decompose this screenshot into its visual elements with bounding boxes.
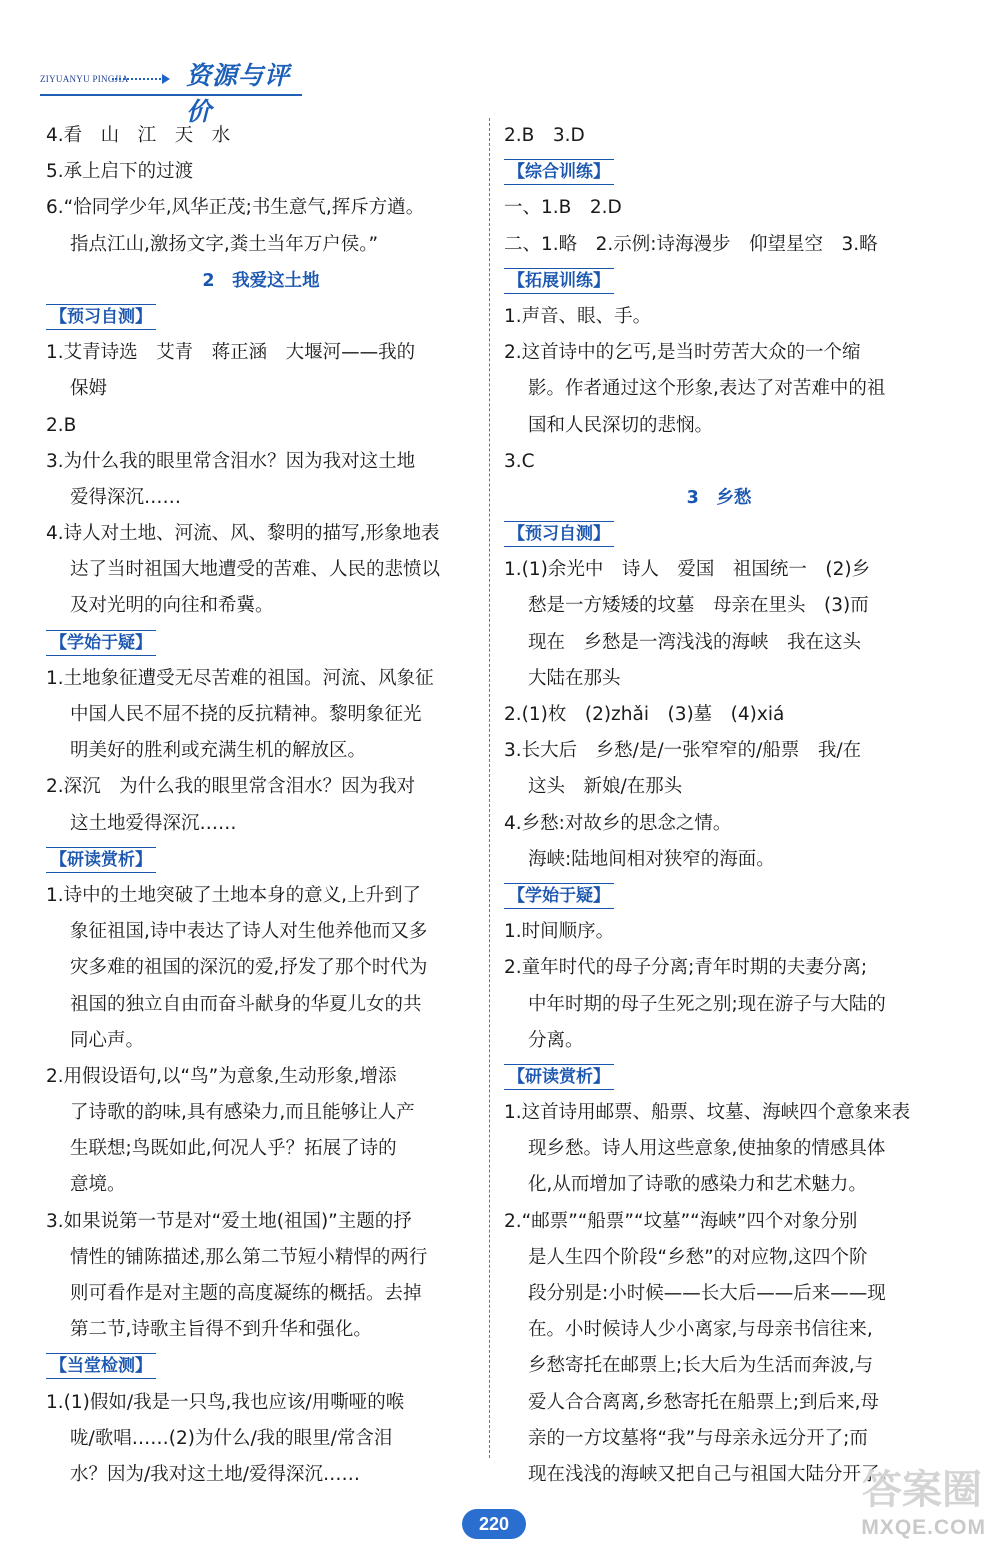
answer-line: 现在 乡愁是一湾浅浅的海峡 我在这头 — [528, 631, 862, 653]
answer-line: 祖国的独立自由而奋斗献身的华夏儿女的共 — [70, 993, 422, 1015]
section-tag: 【 当堂检测 】 — [46, 1353, 156, 1379]
answer-line: 2.这首诗中的乞丐,是当时劳苦大众的一个缩 — [504, 342, 861, 364]
answer-line: 2.“邮票”“船票”“坟墓”“海峡”四个对象分别 — [504, 1210, 858, 1232]
header-title: 资源与评价 — [186, 61, 291, 126]
answer-line: 水？因为/我对这土地/爱得深沉…… — [70, 1463, 360, 1485]
answer-line: 3.C — [504, 450, 535, 472]
answer-line: 爱得深沉…… — [70, 486, 182, 508]
section-tag-row — [504, 263, 934, 299]
section-tag: 【 预习自测 】 — [504, 521, 614, 547]
column-divider — [489, 118, 490, 1458]
answer-line: 2.深沉 为什么我的眼里常含泪水？因为我对 — [46, 776, 416, 798]
answer-line: 1.这首诗用邮票、船票、坟墓、海峡四个意象来表 — [504, 1102, 911, 1124]
answer-line: 1.(1)余光中 诗人 爱国 祖国统一 (2)乡 — [504, 559, 871, 581]
answer-line: 现乡愁。诗人用这些意象,使抽象的情感具体 — [528, 1138, 886, 1160]
answer-line: 中年时期的母子生死之别;现在游子与大陆的 — [528, 993, 886, 1015]
answer-line: 海峡:陆地间相对狭窄的海面。 — [528, 848, 775, 870]
section-title: 3 乡愁 — [686, 487, 752, 508]
answer-line: 指点江山,激扬文字,粪土当年万户侯。” — [70, 233, 379, 255]
answer-line: 亲的一方坟墓将“我”与母亲永远分开了;而 — [528, 1427, 868, 1449]
answer-line: 象征祖国,诗中表达了诗人对生他养他而又多 — [70, 921, 428, 943]
answer-line: 5.承上启下的过渡 — [46, 161, 194, 183]
answer-line: 一、1.B 2.D — [504, 197, 622, 219]
section-tag: 【 拓展训练 】 — [504, 268, 614, 294]
answer-line: 化,从而增加了诗歌的感染力和艺术魅力。 — [528, 1174, 867, 1196]
answer-line: 是人生四个阶段“乡愁”的对应物,这四个阶 — [528, 1246, 868, 1268]
answer-line: 这头 新娘/在那头 — [528, 776, 683, 798]
section-tag: 【 学始于疑 】 — [504, 883, 614, 909]
answer-line: 二、1.略 2.示例:诗海漫步 仰望星空 3.略 — [504, 233, 878, 255]
answer-line: 1.(1)假如/我是一只鸟,我也应该/用嘶哑的喉 — [46, 1391, 405, 1413]
answer-line: 及对光明的向往和希冀。 — [70, 595, 274, 617]
answer-line: 了诗歌的韵味,具有感染力,而且能够让人产 — [70, 1102, 415, 1124]
answer-line: 情性的铺陈描述,那么第二节短小精悍的两行 — [70, 1246, 428, 1268]
answer-line: 4.诗人对土地、河流、风、黎明的描写,形象地表 — [46, 523, 440, 545]
watermark — [836, 1458, 986, 1544]
section-tag-row — [504, 154, 934, 190]
answer-line: 4.看 山 江 天 水 — [46, 125, 231, 146]
page-header — [40, 52, 302, 126]
answer-line: 影。作者通过这个形象,表达了对苦难中的祖 — [528, 378, 886, 400]
header-subtitle: ZIYUANYU PINGJIA — [40, 74, 129, 84]
answer-line: 2.童年时代的母子分离;青年时期的夫妻分离; — [504, 957, 868, 979]
answer-line: 在。小时候诗人少小离家,与母亲书信往来, — [528, 1319, 873, 1341]
answer-line: 1.诗中的土地突破了土地本身的意义,上升到了 — [46, 884, 422, 906]
answer-line: 3.长大后 乡愁/是/一张窄窄的/船票 我/在 — [504, 740, 862, 762]
section-tag-row — [504, 1059, 934, 1095]
answer-line: 意境。 — [70, 1174, 126, 1196]
answer-line: 现在浅浅的海峡又把自己与祖国大陆分开了。 — [528, 1463, 899, 1485]
answer-line: 生联想;鸟既如此,何况人乎？拓展了诗的 — [70, 1138, 397, 1160]
page-number: 220 — [462, 1509, 526, 1539]
section-tag: 【 研读赏析 】 — [504, 1064, 614, 1090]
watermark-url: MXQE.COM — [861, 1516, 986, 1539]
answer-line: 这土地爱得深沉…… — [70, 812, 237, 834]
answer-line: 大陆在那头 — [528, 667, 621, 689]
section-tag: 【 学始于疑 】 — [46, 630, 156, 656]
right-column — [504, 118, 934, 1493]
section-tag-row — [46, 1348, 476, 1384]
answer-line: 乡愁寄托在邮票上;长大后为生活而奔波,与 — [528, 1355, 874, 1377]
answer-line: 愁是一方矮矮的坟墓 母亲在里头 (3)而 — [528, 595, 869, 617]
answer-line: 保姆 — [70, 378, 108, 400]
header-rule — [40, 94, 302, 96]
answer-line: 灾多难的祖国的深沉的爱,抒发了那个时代为 — [70, 957, 428, 979]
left-column — [46, 118, 476, 1493]
answer-line: 中国人民不屈不挠的反抗精神。黎明象征光 — [70, 704, 422, 725]
section-tag: 【 综合训练 】 — [504, 159, 614, 185]
section-tag-row — [46, 842, 476, 878]
answer-line: 明美好的胜利或充满生机的解放区。 — [70, 740, 367, 762]
answer-line: 1.艾青诗选 艾青 蒋正涵 大堰河——我的 — [46, 342, 416, 364]
answer-line: 2.B — [46, 414, 77, 436]
answer-line: 2.B 3.D — [504, 125, 585, 146]
answer-line: 段分别是:小时候——长大后——后来——现 — [528, 1283, 886, 1304]
answer-line: 1.土地象征遭受无尽苦难的祖国。河流、风象征 — [46, 667, 434, 689]
section-tag: 【 研读赏析 】 — [46, 847, 156, 873]
answer-line: 同心声。 — [70, 1029, 145, 1051]
answer-line: 2.用假设语句,以“鸟”为意象,生动形象,增添 — [46, 1065, 397, 1087]
answer-line: 2.(1)枚 (2)zhǎi (3)墓 (4)xiá — [504, 704, 785, 725]
answer-line: 国和人民深切的悲悯。 — [528, 414, 714, 436]
answer-line: 6.“恰同学少年,风华正茂;书生意气,挥斥方遒。 — [46, 197, 425, 219]
section-tag-row — [46, 299, 476, 335]
answer-line: 1.时间顺序。 — [504, 921, 615, 943]
answer-line: 4.乡愁:对故乡的思念之情。 — [504, 812, 732, 834]
section-tag-row — [504, 516, 934, 552]
answer-line: 分离。 — [528, 1029, 584, 1051]
arrow-icon — [112, 78, 164, 80]
answer-line: 则可看作是对主题的高度凝练的概括。去掉 — [70, 1283, 422, 1304]
section-title: 2 我爱这土地 — [202, 270, 320, 291]
answer-line: 3.如果说第一节是对“爱土地(祖国)”主题的抒 — [46, 1210, 412, 1232]
answer-line: 咙/歌唱……(2)为什么/我的眼里/常含泪 — [70, 1427, 393, 1449]
section-tag: 【 预习自测 】 — [46, 304, 156, 330]
section-tag-row — [504, 878, 934, 914]
section-tag-row — [46, 625, 476, 661]
answer-line: 1.声音、眼、手。 — [504, 305, 652, 327]
answer-line: 达了当时祖国大地遭受的苦难、人民的悲愤以 — [70, 559, 441, 581]
watermark-logo: 答案圈 — [862, 1467, 982, 1513]
answer-line: 爱人合合离离,乡愁寄托在船票上;到后来,母 — [528, 1391, 879, 1413]
answer-line: 3.为什么我的眼里常含泪水？因为我对这土地 — [46, 450, 416, 472]
answer-line: 第二节,诗歌主旨得不到升华和强化。 — [70, 1319, 372, 1341]
